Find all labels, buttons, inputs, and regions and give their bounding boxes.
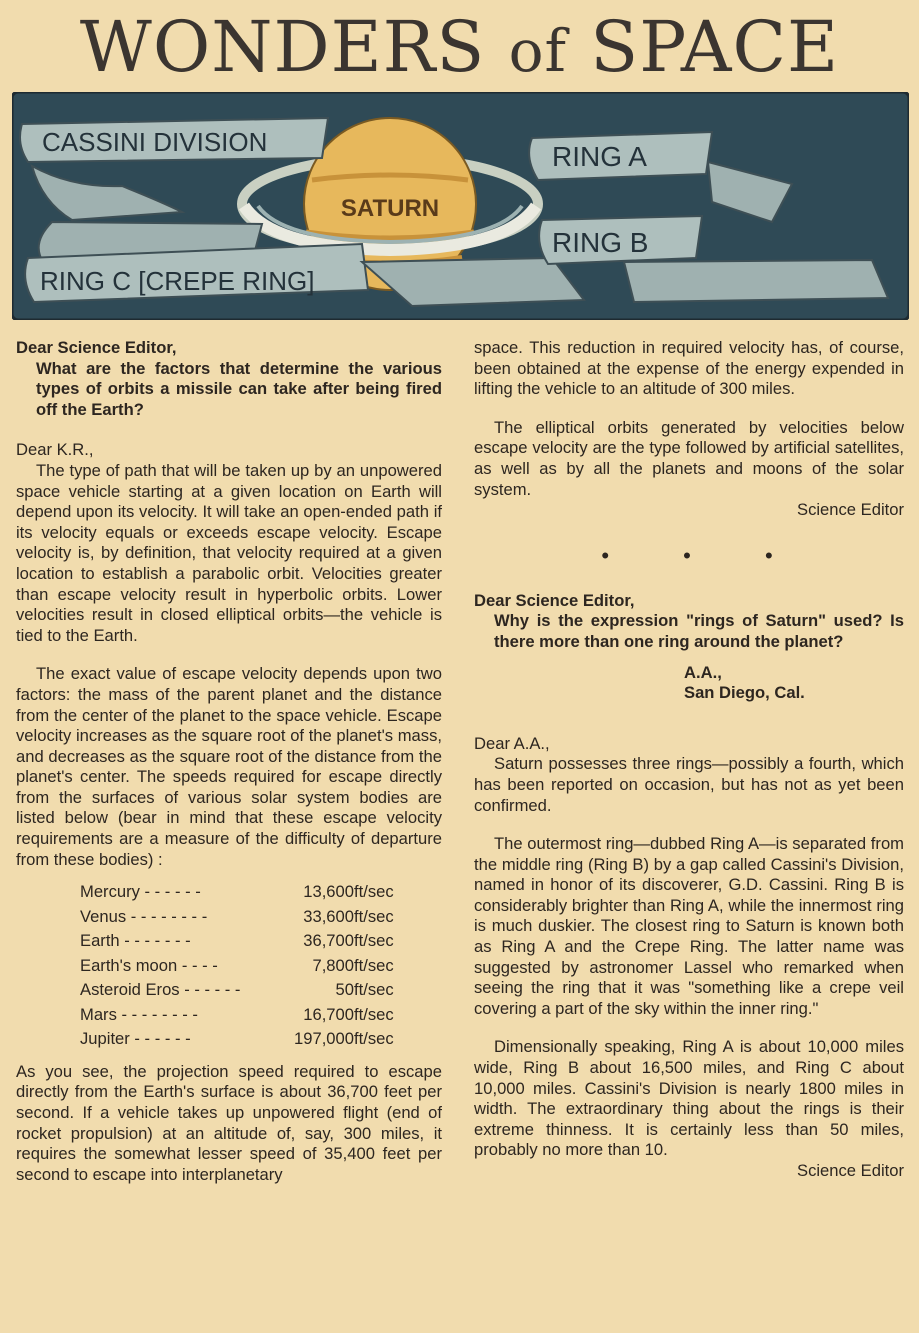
table-row [80, 1027, 394, 1052]
letter2-question: Why is the expression "rings of Saturn" used? Is there more than one ring around the planet? [494, 611, 904, 651]
label-ring-b: RING B [552, 227, 649, 258]
velocity-value: 50 [335, 980, 354, 1000]
velocity-unit: ft/sec [354, 931, 394, 951]
velocity-unit: ft/sec [354, 980, 394, 1000]
letter1-paragraph-continued: space. This reduction in required velocity has, of course, been obtained at the expense of the energy expended in lifting the vehicle to an altitude of 300 miles. [474, 338, 904, 399]
table-row [80, 954, 394, 979]
body-name: Asteroid Eros - - - - - - [80, 980, 241, 1000]
letter2-paragraph: Dimensionally speaking, Ring A is about 10,000 miles wide, Ring B about 16,500 miles, and Ring C about 10,000 miles. Cassini's Division is nearly 1800 miles in width. The extraordinary thing about the rings is their extreme thinness. It is certainly less than 50 miles, probably no more than 10. [474, 1037, 904, 1160]
body-name: Mercury - - - - - - [80, 882, 201, 902]
letter1-paragraph: As you see, the projection speed required to escape directly from the Earth's surface is about 36,700 feet per second. If a vehicle takes up unpowered flight (end of rocket propulsion) at an altitude of, say, 300 miles, it requires the somewhat lesser speed of 35,400 feet per second to escape into interplanetary [16, 1061, 442, 1184]
body-name: Mars - - - - - - - - [80, 1004, 198, 1024]
body-name: Venus - - - - - - - - [80, 906, 208, 926]
letter1-greeting: Dear K.R., [16, 440, 94, 460]
masthead-word-space: SPACE [590, 6, 840, 88]
letter2-paragraph: Saturn possesses three rings—possibly a fourth, which has been reported on occasion, but has not as yet been confirmed. [474, 754, 904, 815]
velocity-value: 33,600 [303, 906, 354, 926]
letter2-greeting: Dear A.A., [474, 733, 550, 753]
label-saturn: SATURN [340, 195, 440, 222]
letter2-salutation: Dear Science Editor, [474, 590, 635, 610]
table-row [80, 1003, 394, 1028]
letter1-paragraph: The elliptical orbits generated by velocities below escape velocity are the type followed by artificial satellites, as well as by all the planets and moons of the solar system. [474, 417, 904, 499]
masthead-title [0, 2, 919, 92]
velocity-value: 7,800 [312, 955, 354, 975]
velocity-unit: ft/sec [354, 1029, 394, 1049]
letter1-paragraph: The exact value of escape velocity depends upon two factors: the mass of the parent planet and the distance from the center of the planet to the space vehicle. Escape velocity increases as the square root of the planet's mass, and decreases as the square root of the distance from the planet's center. The speeds required for escape directly from the surfaces of various solar system bodies are listed below (bear in mind that these escape velocity requirements are a measure of the difficulty of departure from these bodies) : [16, 664, 442, 869]
table-row [80, 880, 394, 905]
label-cassini-division: CASSINI DIVISION [42, 127, 268, 157]
section-separator: • • • [601, 542, 807, 568]
letter2-paragraph: The outermost ring—dubbed Ring A—is separated from the middle ring (Ring B) by a gap called Cassini's Division, named in honor of its discoverer, G.D. Cassini. Ring B is considerably brighter than Ring A, while the innermost ring is much duskier. The closest ring to Saturn is known both as Ring A and the Crepe Ring. The latter name was suggested by astronomer Lassel who remarked when seeing the ring that it was "something like a crepe veil covering a part of the sky within the inner ring." [474, 834, 904, 1018]
velocity-unit: ft/sec [354, 1004, 394, 1024]
velocity-value: 36,700 [303, 931, 354, 951]
saturn-banner-illustration [12, 92, 909, 320]
letter1-salutation: Dear Science Editor, [16, 338, 177, 357]
velocity-unit: ft/sec [354, 955, 394, 975]
label-ring-c-crepe: RING C [CREPE RING] [40, 266, 315, 296]
masthead-word-wonders: WONDERS [79, 6, 486, 88]
letter2-signature: Science Editor [797, 1161, 904, 1180]
escape-velocity-table [80, 880, 394, 1052]
body-name: Jupiter - - - - - - [80, 1029, 191, 1049]
velocity-unit: ft/sec [354, 906, 394, 926]
body-name: Earth's moon - - - - [80, 955, 218, 975]
table-row [80, 978, 394, 1003]
letter1-question: What are the factors that determine the various types of orbits a missile can take after being fired off the Earth? [36, 358, 442, 419]
velocity-value: 16,700 [303, 1004, 354, 1024]
masthead-word-of: of [508, 17, 567, 85]
table-row [80, 905, 394, 930]
table-row [80, 929, 394, 954]
letter1-paragraph: The type of path that will be taken up by an unpowered space vehicle starting at a given location on Earth will depend upon its velocity. It will take an open-ended path if its velocity equals or exceeds escape velocity. Escape velocity is, by definition, that velocity required at a given location to establish a parabolic orbit. Velocities greater than escape velocity result in hyperbolic orbits. Lower velocities result in closed elliptical orbits—the vehicle is tied to the Earth. [16, 460, 442, 645]
letter2-sender-name: A.A., [684, 662, 722, 682]
letter1-signature: Science Editor [797, 500, 904, 520]
velocity-value: 13,600 [303, 882, 354, 902]
letter2-sender-place: San Diego, Cal. [684, 683, 805, 703]
left-column [16, 338, 442, 1185]
body-name: Earth - - - - - - - [80, 931, 191, 951]
right-column [474, 338, 904, 1182]
label-ring-a: RING A [552, 141, 647, 172]
velocity-unit: ft/sec [354, 882, 394, 902]
velocity-value: 197,000 [294, 1029, 354, 1049]
